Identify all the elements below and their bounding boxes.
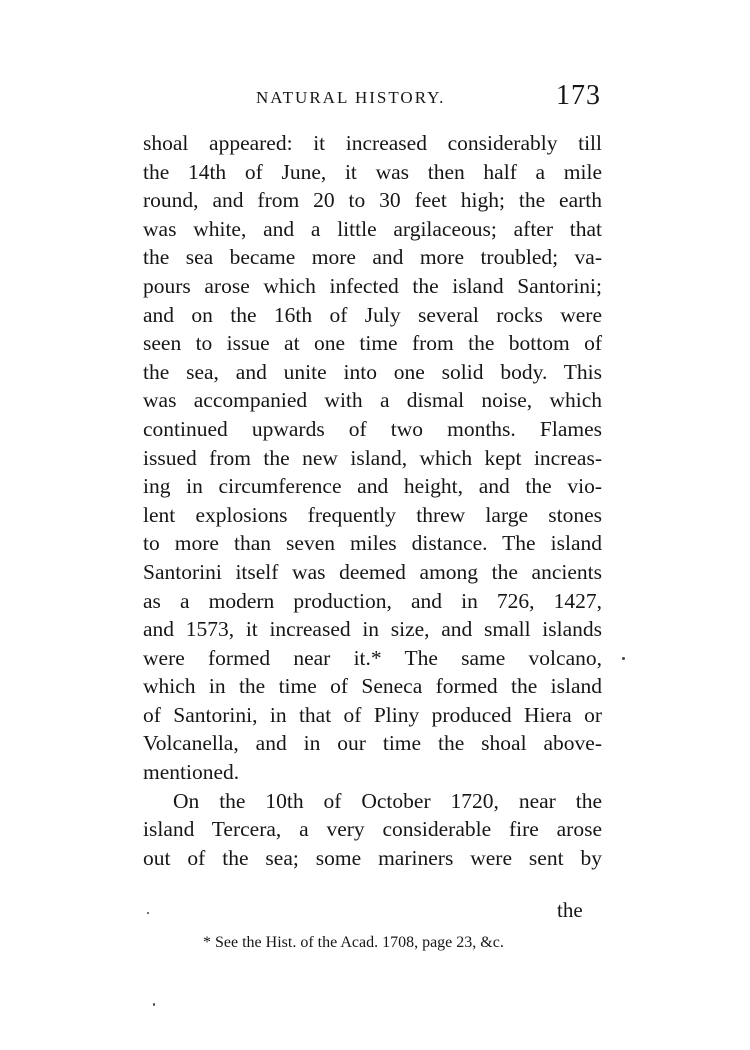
text-line: was white, and a little argilaceous; after that <box>143 216 602 241</box>
text-line: of Santorini, in that of Pliny produced Hiera or <box>143 702 602 727</box>
text-line: out of the sea; some mariners were sent by <box>143 845 602 870</box>
paper-speck <box>153 1003 155 1006</box>
paragraph-first-line: On the 10th of October 1720, near the <box>173 788 602 813</box>
text-line: which in the time of Seneca formed the island <box>143 674 602 699</box>
text-line: were formed near it.* The same volcano, <box>143 645 602 670</box>
paragraph-end-line: mentioned. <box>143 760 240 785</box>
text-line: island Tercera, a very considerable fire arose <box>143 817 602 842</box>
paper-speck <box>622 657 625 660</box>
text-line: Santorini itself was deemed among the ancients <box>143 559 602 584</box>
text-line: to more than seven miles distance. The island <box>143 531 602 556</box>
paper-speck <box>147 912 149 914</box>
text-line: pours arose which infected the island Santorini; <box>143 273 602 298</box>
text-line: was accompanied with a dismal noise, which <box>143 388 602 413</box>
text-line: Volcanella, and in our time the shoal above- <box>143 731 602 756</box>
body-text <box>143 129 602 872</box>
page-number: 173 <box>556 80 601 111</box>
text-line: and 1573, it increased in size, and small islands <box>143 617 602 642</box>
running-title: NATURAL HISTORY. <box>256 88 446 107</box>
catchword: the <box>557 898 583 922</box>
text-line: the 14th of June, it was then half a mile <box>143 159 602 184</box>
text-line: as a modern production, and in 726, 1427, <box>143 588 602 613</box>
text-line: shoal appeared: it increased considerably till <box>143 131 602 155</box>
text-line: round, and from 20 to 30 feet high; the earth <box>143 188 602 213</box>
text-line: seen to issue at one time from the bottom of <box>143 331 602 356</box>
text-line: the sea became more and more troubled; va- <box>143 245 602 270</box>
text-line: issued from the new island, which kept increas- <box>143 445 602 470</box>
text-line: ing in circumference and height, and the vio- <box>143 474 602 499</box>
text-line: the sea, and unite into one solid body. This <box>143 359 602 384</box>
text-line: continued upwards of two months. Flames <box>143 416 602 441</box>
footnote: * See the Hist. of the Acad. 1708, page 23, &c. <box>203 934 504 951</box>
text-line: lent explosions frequently threw large stones <box>143 502 602 527</box>
text-line: and on the 16th of July several rocks were <box>143 302 602 327</box>
